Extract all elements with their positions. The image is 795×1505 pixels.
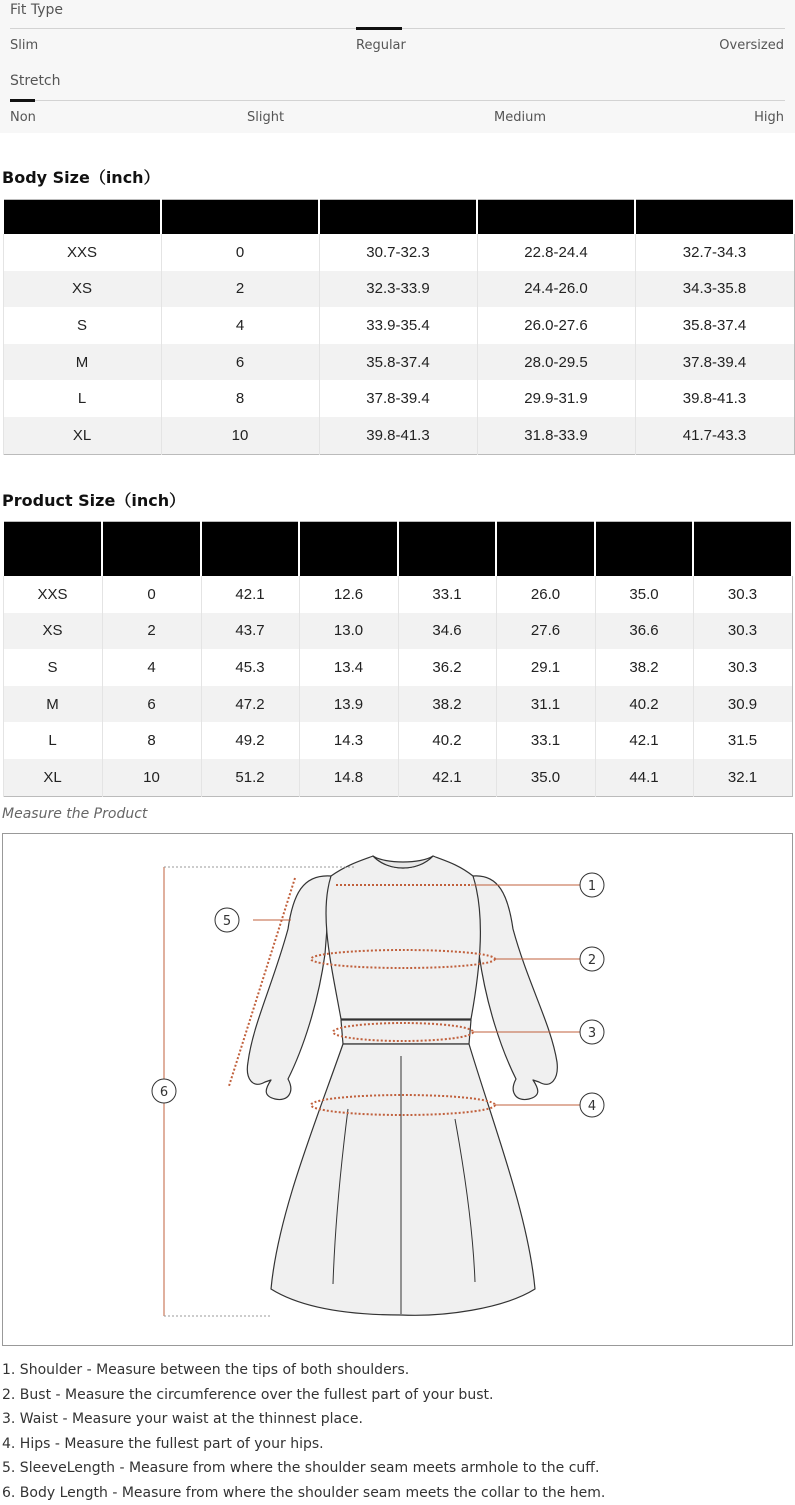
fit-type-marker (356, 27, 402, 30)
table-row (3, 576, 792, 613)
table-cell: 41.7-43.3 (635, 417, 794, 454)
table-cell: 6 (102, 686, 201, 723)
table-cell: 4 (102, 649, 201, 686)
table-cell: 4 (161, 307, 319, 344)
table-cell: 10 (102, 759, 201, 796)
table-cell: 6 (161, 344, 319, 381)
table-cell: XXS (3, 576, 102, 613)
callout-4-label: 4 (588, 1099, 596, 1114)
product-size-title: Product Size（inch） (2, 488, 185, 511)
table-cell: 34.6 (398, 613, 496, 650)
product-size-header-row (3, 522, 792, 577)
table-cell: 35.8-37.4 (635, 307, 794, 344)
body-size-title: Body Size（inch） (2, 165, 160, 188)
table-cell: 0 (102, 576, 201, 613)
fit-type-label-slim: Slim (10, 38, 38, 53)
table-cell: 26.0-27.6 (477, 307, 635, 344)
table-row (3, 759, 792, 796)
table-cell: 8 (161, 380, 319, 417)
table-cell: 27.6 (496, 613, 595, 650)
table-cell: 39.8-41.3 (635, 380, 794, 417)
callout-2-label: 2 (588, 953, 596, 968)
fit-type-label-regular: Regular (356, 38, 406, 53)
measure-diagram (2, 833, 793, 1346)
table-cell: 42.1 (201, 576, 299, 613)
table-cell: 32.3-33.9 (319, 271, 477, 308)
table-cell: 36.6 (595, 613, 693, 650)
callout-3 (580, 1020, 604, 1044)
callout-2 (580, 947, 604, 971)
table-cell: 35.0 (496, 759, 595, 796)
callout-1-label: 1 (588, 879, 596, 894)
table-row (3, 307, 794, 344)
stretch-title: Stretch (10, 73, 61, 89)
table-cell: 30.7-32.3 (319, 234, 477, 271)
table-row (3, 234, 794, 271)
body-size-header-row (3, 200, 794, 235)
stretch-label-slight: Slight (247, 110, 284, 125)
header-cell (3, 200, 161, 235)
note-bust: 2. Bust - Measure the circumference over the fullest part of your bust. (2, 1383, 792, 1408)
callout-5 (215, 908, 239, 932)
table-cell: M (3, 686, 102, 723)
header-cell (3, 522, 102, 577)
table-cell: 8 (102, 722, 201, 759)
table-cell: 35.0 (595, 576, 693, 613)
table-cell: 49.2 (201, 722, 299, 759)
table-cell: 13.4 (299, 649, 398, 686)
callout-5-label: 5 (223, 914, 231, 929)
table-cell: 44.1 (595, 759, 693, 796)
table-cell: 31.1 (496, 686, 595, 723)
body-size-table (2, 199, 795, 455)
table-row (3, 686, 792, 723)
table-row (3, 417, 794, 454)
table-row (3, 344, 794, 381)
table-cell: L (3, 722, 102, 759)
table-cell: 30.3 (693, 576, 792, 613)
measurement-notes (2, 1358, 792, 1505)
header-cell (161, 200, 319, 235)
table-cell: 30.9 (693, 686, 792, 723)
table-cell: 29.1 (496, 649, 595, 686)
table-cell: 38.2 (595, 649, 693, 686)
header-cell (635, 200, 794, 235)
header-cell (299, 522, 398, 577)
header-cell (477, 200, 635, 235)
table-row (3, 649, 792, 686)
table-cell: 38.2 (398, 686, 496, 723)
fit-panel (0, 0, 795, 133)
note-hips: 4. Hips - Measure the fullest part of your hips. (2, 1432, 792, 1457)
table-cell: 37.8-39.4 (635, 344, 794, 381)
table-row (3, 271, 794, 308)
table-cell: 42.1 (595, 722, 693, 759)
note-sleeve-length: 5. SleeveLength - Measure from where the shoulder seam meets armhole to the cuff. (2, 1456, 792, 1481)
table-cell: 0 (161, 234, 319, 271)
table-cell: 29.9-31.9 (477, 380, 635, 417)
header-cell (496, 522, 595, 577)
stretch-track (10, 100, 785, 101)
fit-type-label-oversized: Oversized (719, 38, 784, 53)
table-cell: 28.0-29.5 (477, 344, 635, 381)
table-cell: 51.2 (201, 759, 299, 796)
table-cell: 36.2 (398, 649, 496, 686)
table-cell: 32.1 (693, 759, 792, 796)
stretch-label-medium: Medium (494, 110, 546, 125)
table-cell: 2 (161, 271, 319, 308)
table-cell: 45.3 (201, 649, 299, 686)
note-waist: 3. Waist - Measure your waist at the thinnest place. (2, 1407, 792, 1432)
table-cell: XXS (3, 234, 161, 271)
table-cell: 30.3 (693, 649, 792, 686)
header-cell (319, 200, 477, 235)
table-cell: 14.3 (299, 722, 398, 759)
table-cell: 37.8-39.4 (319, 380, 477, 417)
table-cell: 34.3-35.8 (635, 271, 794, 308)
table-cell: 24.4-26.0 (477, 271, 635, 308)
header-cell (398, 522, 496, 577)
table-cell: L (3, 380, 161, 417)
product-size-table (2, 521, 793, 797)
table-cell: 39.8-41.3 (319, 417, 477, 454)
note-body-length: 6. Body Length - Measure from where the shoulder seam meets the collar to the hem. (2, 1481, 792, 1505)
stretch-label-non: Non (10, 110, 36, 125)
table-cell: 33.9-35.4 (319, 307, 477, 344)
note-shoulder: 1. Shoulder - Measure between the tips of both shoulders. (2, 1358, 792, 1383)
callout-6-label: 6 (160, 1085, 168, 1100)
table-cell: 42.1 (398, 759, 496, 796)
header-cell (102, 522, 201, 577)
header-cell (595, 522, 693, 577)
table-cell: 31.5 (693, 722, 792, 759)
table-cell: 32.7-34.3 (635, 234, 794, 271)
measure-caption: Measure the Product (2, 806, 147, 822)
table-cell: 12.6 (299, 576, 398, 613)
table-cell: 33.1 (398, 576, 496, 613)
table-cell: 26.0 (496, 576, 595, 613)
callout-4 (580, 1093, 604, 1117)
table-row (3, 613, 792, 650)
table-cell: 43.7 (201, 613, 299, 650)
table-cell: XL (3, 417, 161, 454)
table-cell: S (3, 307, 161, 344)
table-cell: 40.2 (595, 686, 693, 723)
stretch-marker (10, 99, 35, 102)
stretch-label-high: High (754, 110, 784, 125)
table-cell: 31.8-33.9 (477, 417, 635, 454)
table-cell: M (3, 344, 161, 381)
table-cell: XS (3, 271, 161, 308)
dress-illustration (3, 834, 792, 1345)
table-cell: 35.8-37.4 (319, 344, 477, 381)
fit-type-title: Fit Type (10, 2, 63, 18)
callout-3-label: 3 (588, 1026, 596, 1041)
table-cell: 14.8 (299, 759, 398, 796)
table-cell: 22.8-24.4 (477, 234, 635, 271)
table-cell: XS (3, 613, 102, 650)
table-cell: 33.1 (496, 722, 595, 759)
header-cell (201, 522, 299, 577)
header-cell (693, 522, 792, 577)
table-cell: 10 (161, 417, 319, 454)
table-cell: 30.3 (693, 613, 792, 650)
table-cell: 47.2 (201, 686, 299, 723)
table-cell: XL (3, 759, 102, 796)
table-cell: 2 (102, 613, 201, 650)
table-row (3, 722, 792, 759)
table-cell: 13.0 (299, 613, 398, 650)
callout-6 (152, 1079, 176, 1103)
callout-1 (580, 873, 604, 897)
table-cell: S (3, 649, 102, 686)
table-cell: 40.2 (398, 722, 496, 759)
table-row (3, 380, 794, 417)
table-cell: 13.9 (299, 686, 398, 723)
